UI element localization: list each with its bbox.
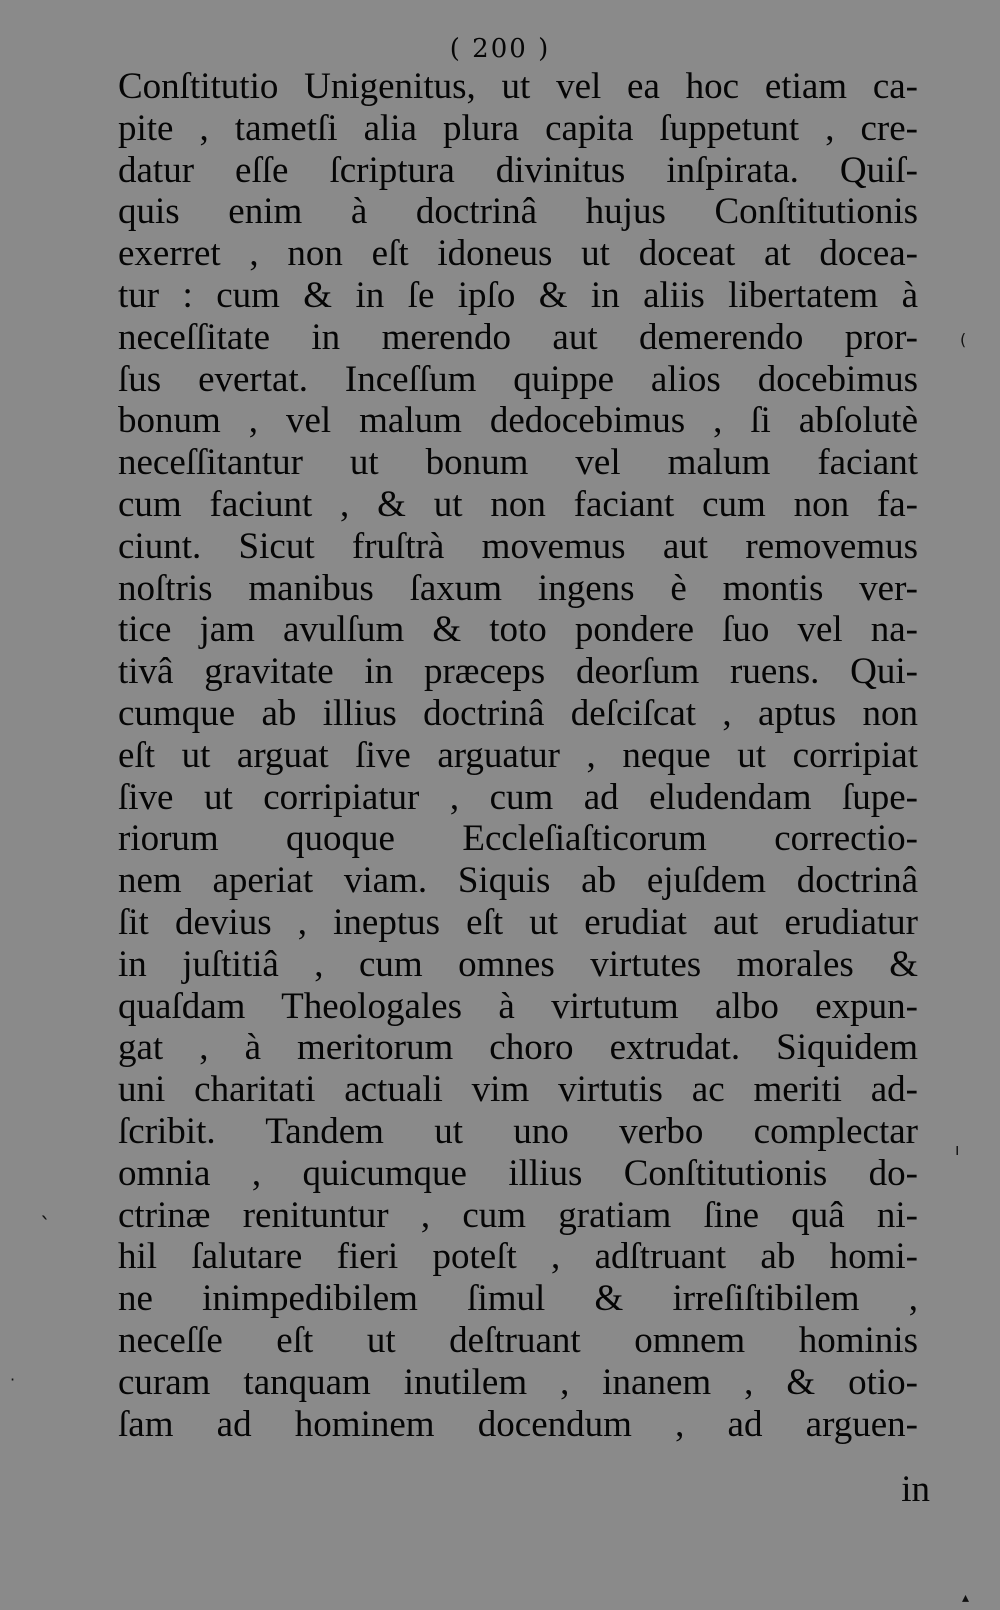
text-line-28: ctrinæ renituntur , cum gratiam ſine quâ ni- [118, 1194, 918, 1236]
text-line-9: bonum , vel malum dedocebimus , ſi abſolutè [118, 400, 918, 442]
text-line-21: ſit devius , ineptus eſt ut erudiat aut erudiatur [118, 901, 918, 943]
catchword: in [901, 1469, 930, 1510]
text-line-33: ſam ad hominem docendum , ad arguen- [118, 1403, 918, 1445]
text-line-3: datur eſſe ſcriptura divinitus inſpirata. Quiſ- [118, 149, 918, 191]
text-line-5: exerret , non eſt idoneus ut doceat at docea- [118, 233, 918, 275]
scan-speck: ı [955, 1140, 960, 1159]
text-line-19: riorum quoque Eccleſiaſticorum correctio- [118, 818, 918, 860]
scan-speck: ˎ [40, 1195, 51, 1220]
text-line-1: Conſtitutio Unigenitus, ut vel ea hoc etiam ca- [118, 66, 918, 107]
text-line-23: quaſdam Theologales à virtutum albo expun- [118, 985, 918, 1027]
text-line-2: pite , tametſi alia plura capita ſuppetunt , cre- [118, 107, 918, 149]
text-line-32: curam tanquam inutilem , inanem , & otio- [118, 1361, 918, 1403]
scan-speck: ▴ [962, 1590, 970, 1606]
scan-speck: ( [960, 330, 967, 349]
text-line-11: cum faciunt , & ut non faciant cum non fa- [118, 483, 918, 525]
text-line-17: eſt ut arguat ſive arguatur , neque ut corripiat [118, 734, 918, 776]
text-line-10: neceſſitantur ut bonum vel malum faciant [118, 442, 918, 484]
text-line-24: gat , à meritorum choro extrudat. Siquidem [118, 1027, 918, 1069]
text-line-8: ſus evertat. Inceſſum quippe alios docebimus [118, 358, 918, 400]
text-line-14: tice jam avulſum & toto pondere ſuo vel na- [118, 609, 918, 651]
text-line-18: ſive ut corripiatur , cum ad eludendam ſupe- [118, 776, 918, 818]
text-line-30: ne inimpedibilem ſimul & irreſiſtibilem , [118, 1278, 918, 1320]
text-line-20: nem aperiat viam. Siquis ab ejuſdem doctrinâ [118, 860, 918, 902]
text-line-13: noſtris manibus ſaxum ingens è montis ver- [118, 567, 918, 609]
text-line-4: quis enim à doctrinâ hujus Conſtitutionis [118, 191, 918, 233]
text-line-6: tur : cum & in ſe ipſo & in aliis libertatem à [118, 274, 918, 316]
scan-speck: · [10, 1370, 16, 1389]
text-line-22: in juſtitiâ , cum omnes virtutes morales & [118, 943, 918, 985]
body-text [118, 66, 918, 1445]
text-line-25: uni charitati actuali vim virtutis ac meriti ad- [118, 1069, 918, 1111]
text-line-26: ſcribit. Tandem ut uno verbo complectar [118, 1110, 918, 1152]
text-line-15: tivâ gravitate in præceps deorſum ruens. Qui- [118, 651, 918, 693]
text-line-31: neceſſe eſt ut deſtruant omnem hominis [118, 1319, 918, 1361]
text-line-16: cumque ab illius doctrinâ deſciſcat , aptus non [118, 692, 918, 734]
text-line-29: hil ſalutare fieri poteſt , adſtruant ab homi- [118, 1236, 918, 1278]
text-line-7: neceſſitate in merendo aut demerendo pror- [118, 316, 918, 358]
text-line-27: omnia , quicumque illius Conſtitutionis do- [118, 1152, 918, 1194]
page-number: ( 200 ) [449, 34, 551, 64]
text-line-12: ciunt. Sicut fruſtrà movemus aut removemus [118, 525, 918, 567]
